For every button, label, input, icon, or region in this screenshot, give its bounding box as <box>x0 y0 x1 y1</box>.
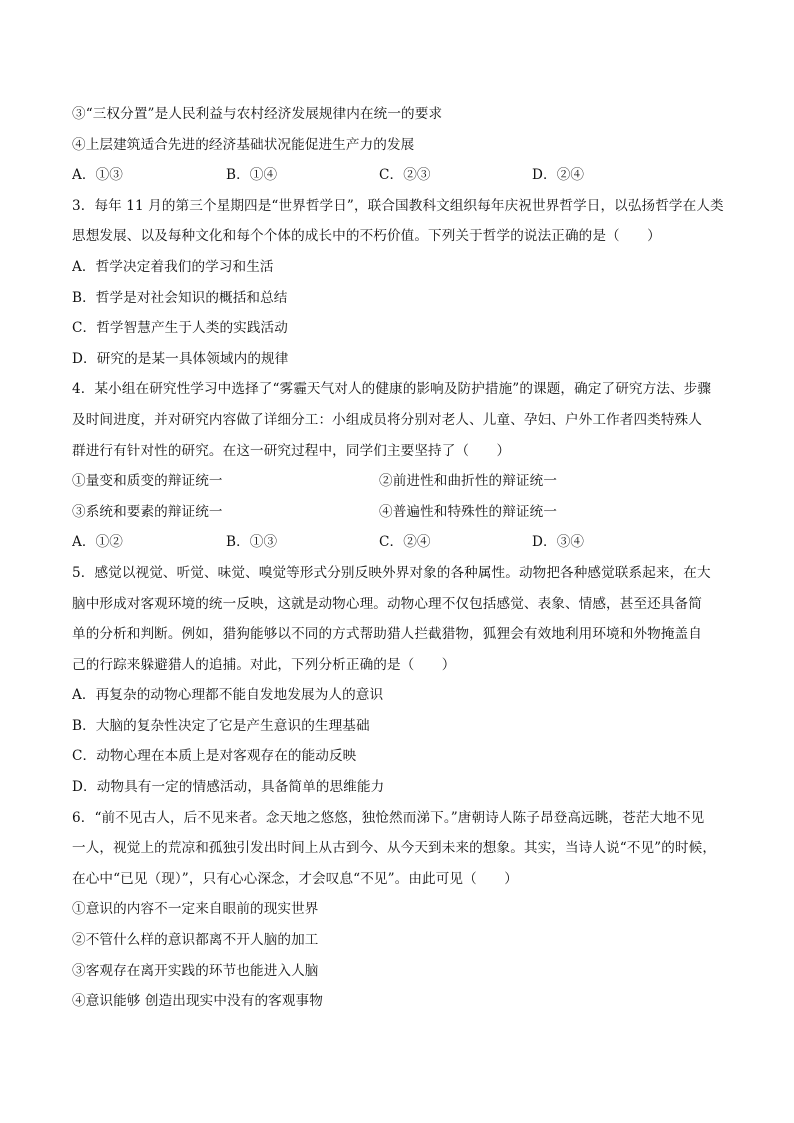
exam-content <box>72 99 732 1017</box>
choice-b: B．①③ <box>226 534 278 551</box>
choice-a: A．①② <box>72 534 123 551</box>
option-line: ④上层建筑适合先进的经济基础状况能促进生产力的发展 <box>72 136 415 153</box>
question-4-stem: 群进行有针对性的研究。在这一研究过程中，同学们主要坚持了（ ） <box>72 442 511 459</box>
statement-4: ④普遍性和特殊性的辩证统一 <box>379 503 558 520</box>
choice-d: D．②④ <box>532 167 585 184</box>
choice-c: C．②④ <box>379 534 431 551</box>
question-3-option-b: B．哲学是对社会知识的概括和总结 <box>72 289 288 306</box>
question-4-stem: 及时间进度，并对研究内容做了详细分工：小组成员将分别对老人、儿童、孕妇、户外工作者四类特殊人 <box>72 411 702 428</box>
question-3-stem: 思想发展、以及每种文化和每个个体的成长中的不朽价值。下列关于哲学的说法正确的是（ ） <box>72 228 661 245</box>
choice-c: C．②③ <box>379 167 431 184</box>
question-3-option-d: D．研究的是某一具体领域内的规律 <box>72 350 289 367</box>
statement-2: ②前进性和曲折性的辩证统一 <box>379 473 558 490</box>
question-5-option-b: B．大脑的复杂性决定了它是产生意识的生理基础 <box>72 717 370 734</box>
question-5-option-d: D．动物具有一定的情感活动，具备简单的思维能力 <box>72 779 385 796</box>
question-6-statement-4: ④意识能够 创造出现实中没有的客观事物 <box>72 993 323 1010</box>
statement-1: ①量变和质变的辩证统一 <box>72 473 223 490</box>
question-3-option-c: C．哲学智慧产生于人类的实践活动 <box>72 320 288 337</box>
question-6-stem: 一人，视觉上的荒凉和孤独引发出时间上从古到今、从今天到未来的想象。其实，当诗人说“不见”的时候， <box>72 840 717 857</box>
question-5-stem: 己的行踪来躲避猎人的追捕。对此，下列分析正确的是（ ） <box>72 656 456 673</box>
question-3-stem: 3．每年 11 月的第三个星期四是“世界哲学日”，联合国教科文组织每年庆祝世界哲学日，以弘扬哲学在人类 <box>72 197 724 214</box>
question-4-stem: 4．某小组在研究性学习中选择了“雾霾天气对人的健康的影响及防护措施”的课题，确定了研究方法、步骤 <box>72 381 712 398</box>
choice-b: B．①④ <box>226 167 278 184</box>
choice-a: A．①③ <box>72 167 123 184</box>
choice-row <box>72 160 732 191</box>
statement-row <box>72 466 732 497</box>
question-5-stem: 5．感觉以视觉、听觉、味觉、嗅觉等形式分别反映外界对象的各种属性。动物把各种感觉联系起来，在大 <box>72 564 711 581</box>
question-5-option-a: A．再复杂的动物心理都不能自发地发展为人的意识 <box>72 687 384 704</box>
question-5-stem: 单的分析和判断。例如，猎狗能够以不同的方式帮助猎人拦截猎物，狐狸会有效地利用环境和外物掩盖自 <box>72 626 702 643</box>
question-6-stem: 6．“前不见古人，后不见来者。念天地之悠悠，独怆然而涕下。”唐朝诗人陈子昂登高远眺，苍茫大地不见 <box>72 809 705 826</box>
question-3-option-a: A．哲学决定着我们的学习和生活 <box>72 258 274 275</box>
question-6-statement-1: ①意识的内容不一定来自眼前的现实世界 <box>72 901 319 918</box>
question-6-statement-3: ③客观存在离开实践的环节也能进入人脑 <box>72 962 319 979</box>
option-line: ③“三权分置”是人民利益与农村经济发展规律内在统一的要求 <box>72 106 443 122</box>
question-5-option-c: C．动物心理在本质上是对客观存在的能动反映 <box>72 748 357 765</box>
statement-3: ③系统和要素的辩证统一 <box>72 503 223 520</box>
choice-row <box>72 527 732 558</box>
question-5-stem: 脑中形成对客观环境的统一反映，这就是动物心理。动物心理不仅包括感觉、表象、情感，甚至还具备简 <box>72 595 702 612</box>
choice-d: D．③④ <box>532 534 585 551</box>
question-6-stem: 在心中“已见（现）”，只有心心深念，才会叹息“不见”。由此可见（ ） <box>72 870 518 887</box>
statement-row <box>72 497 732 528</box>
question-6-statement-2: ②不管什么样的意识都离不开人脑的加工 <box>72 932 319 949</box>
